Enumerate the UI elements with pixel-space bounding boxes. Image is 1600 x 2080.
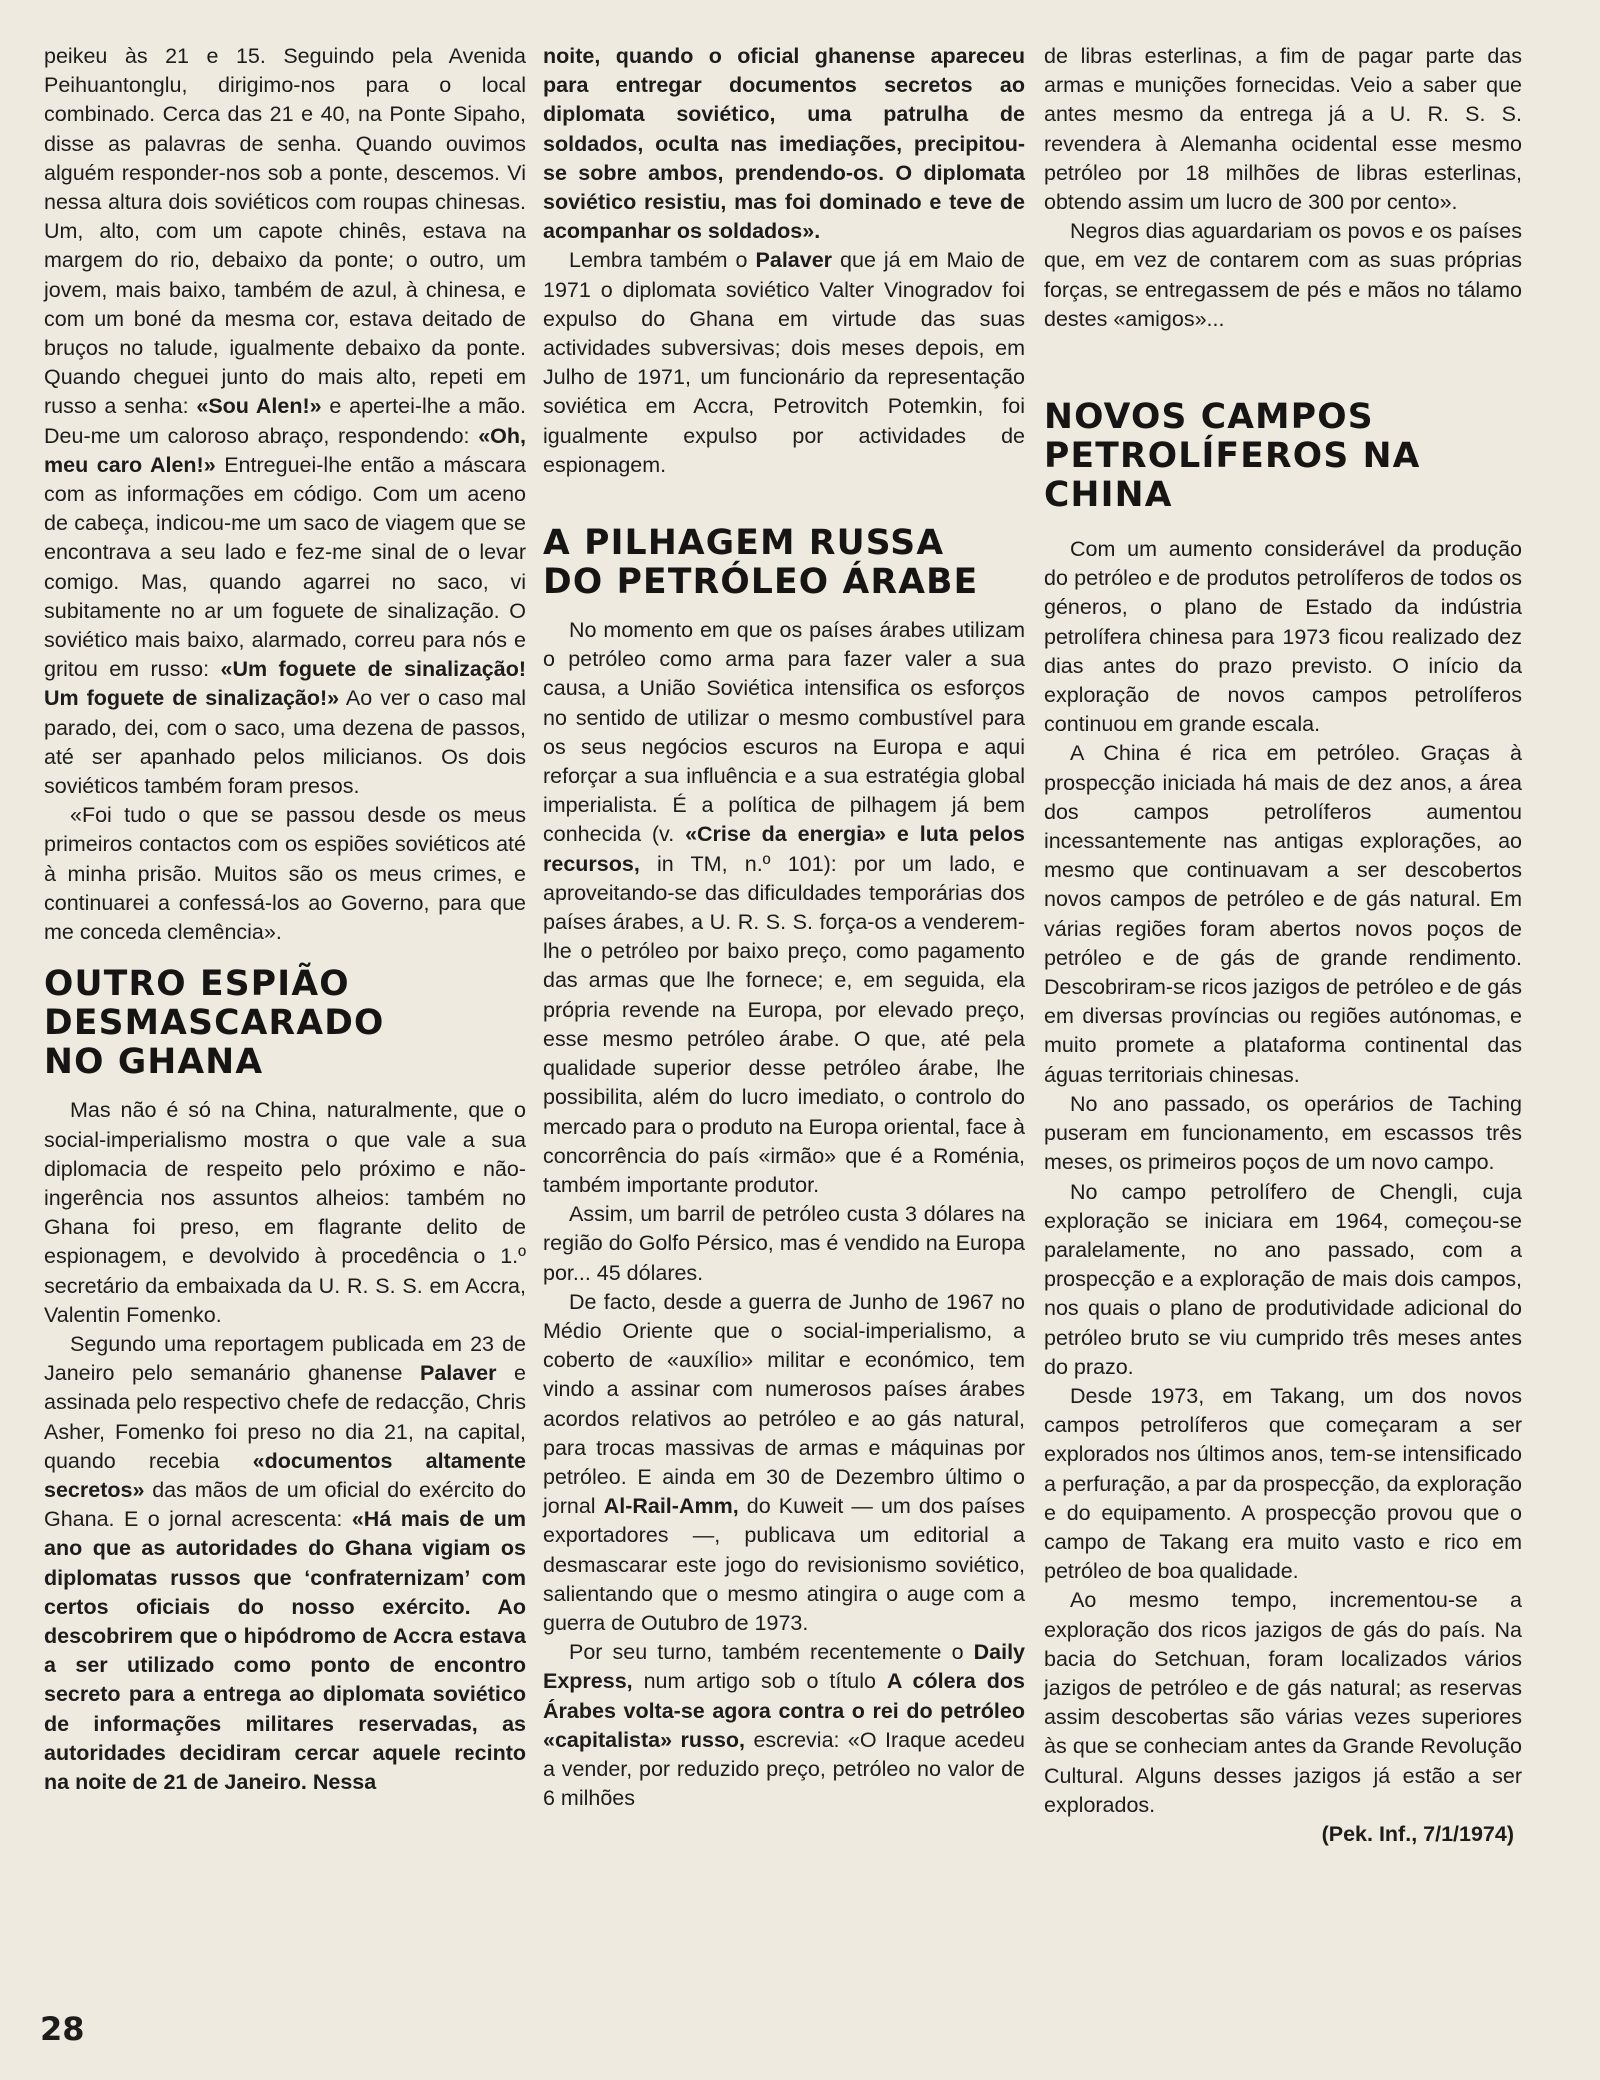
paragraph: Lembra também o Palaver que já em Maio de 1971 o diplomata soviético Valter Vinogradov foi expulso do Ghana em virtude das suas actividades subversivas; dois meses depois, em Julho de 1971, um funcionário da representação soviética em Accra, Petrovitch Potemkin, foi igualmente expulso por actividades de espionagem.: [543, 248, 1025, 477]
section-heading-ghana: OUTRO ESPIÃO DESMASCARADO NO GHANA: [44, 964, 385, 1083]
paragraph: Por seu turno, também recentemente o Daily Express, num artigo sob o título A cólera dos Árabes volta-se agora contra o rei do petróleo «capitalista» russo, escrevia: «O Iraque acedeu a vender, por reduzido preço, petróleo no valor de 6 milhões: [543, 1640, 1025, 1811]
column-1: [44, 42, 526, 1797]
paragraph: noite, quando o oficial ghanense apareceu para entregar documentos secretos ao diplomata soviético, uma patrulha de soldados, oculta nas imediações, precipitou-se sobre ambos, prendendo-os. O diplomata soviético resistiu, mas foi dominado e teve de acompanhar os soldados».: [543, 44, 1025, 244]
paragraph: De facto, desde a guerra de Junho de 1967 no Médio Oriente que o social-imperialismo, a coberto de «auxílio» militar e económico, tem vindo a assinar com numerosos países árabes acordos relativos ao petróleo e ao gás natural, para trocas massivas de armas e máquinas por petróleo. E ainda em 30 de Dezembro último o jornal Al-Rail-Amm, do Kuweit — um dos países exportadores —, publicava um editorial a desmascarar este jogo do revisionismo soviético, salientando que o mesmo atingira o auge com a guerra de Outubro de 1973.: [543, 1289, 1025, 1635]
paragraph: «Foi tudo o que se passou desde os meus primeiros contactos com os espiões soviéticos até à minha prisão. Muitos são os meus crimes, e continuarei a confessá-los ao Governo, para que me conceda clemência».: [44, 803, 526, 945]
paragraph: No campo petrolífero de Chengli, cuja exploração se iniciara em 1964, começou-se paralelamente, no ano passado, com a prospecção e a exploração de mais dois campos, nos quais o plano de produtividade adicional do petróleo bruto se viu cumprido três meses antes do prazo.: [1044, 1179, 1522, 1379]
paragraph: de libras esterlinas, a fim de pagar parte das armas e munições fornecidas. Veio a saber que antes mesmo da entrega já a U. R. S. S. revendera à Alemanha ocidental esse mesmo petróleo por 18 milhões de libras esterlinas, obtendo assim um lucro de 300 por cento».: [1044, 44, 1522, 215]
page-number: 28: [40, 2010, 85, 2048]
paragraph: No momento em que os países árabes utilizam o petróleo como arma para fazer valer a sua causa, a União Soviética intensifica os esforços no sentido de utilizar o mesmo combustível para os seus negócios escuros na Europa e aqui reforçar a sua influência e a sua estratégia global imperialista. É a política de pilhagem já bem conhecida (v. «Crise da energia» e luta pelos recursos, in TM, n.º 101): por um lado, e aproveitando-se das dificuldades temporárias dos países árabes, a U. R. S. S. força-os a venderem-lhe o petróleo por baixo preço, como pagamento das armas que lhe fornece; e, em seguida, ela própria revende na Europa, por elevado preço, esse mesmo petróleo árabe. O que, até pela qualidade superior desse petróleo árabe, lhe possibilita, além do lucro imediato, o controlo do mercado para o produto na Europa oriental, face à concorrência do país «irmão» que é a Roménia, também importante produtor.: [543, 618, 1026, 1197]
source-credit: (Pek. Inf., 7/1/1974): [1321, 1821, 1514, 1846]
paragraph: peikeu às 21 e 15. Seguindo pela Avenida Peihuantonglu, dirigimo-nos para o local combinado. Cerca das 21 e 40, na Ponte Sipaho, disse as palavras de senha. Quando ouvimos alguém responder-nos sob a ponte, descemos. Vi nessa altura dois soviéticos com roupas chinesas. Um, alto, com um capote chinês, estava na margem do rio, debaixo da ponte; o outro, um jovem, mais baixo, também de azul, à chinesa, e com um boné da mesma cor, estava deitado de bruços no talude, igualmente debaixo da ponte. Quando cheguei junto do mais alto, repeti em russo a senha: «Sou Alen!» e apertei-lhe a mão. Deu-me um caloroso abraço, respondendo: «Oh, meu caro Alen!» Entreguei-lhe então a máscara com as informações em código. Com um aceno de cabeça, indicou-me um saco de viagem que se encontrava a seu lado e fez-me sinal de o levar comigo. Mas, quando agarrei no saco, vi subitamente no ar um foguete de sinalização. O soviético mais baixo, alarmado, correu para nós e gritou em russo: «Um foguete de sinalização! Um foguete de sinalização!» Ao ver o caso mal parado, dei, com o saco, uma dezena de passos, até ser apanhado pelos milicianos. Os dois soviéticos também foram presos.: [44, 44, 526, 799]
paragraph: Com um aumento considerável da produção do petróleo e de produtos petrolíferos de todos os géneros, o plano de Estado da indústria petrolífera chinesa para 1973 ficou realizado dez dias antes do prazo previsto. O início da exploração de novos campos petrolíferos continuou em grande escala.: [1044, 537, 1522, 737]
paragraph: Mas não é só na China, naturalmente, que o social-imperialismo mostra o que vale a sua diplomacia de respeito pelo próximo e não-ingerência nos assuntos alheios: também no Ghana foi preso, em flagrante delito de espionagem, e devolvido à procedência o 1.º secretário da embaixada da U. R. S. S. em Accra, Valentin Fomenko.: [44, 1098, 526, 1327]
paragraph: Negros dias aguardariam os povos e os países que, em vez de contarem com as suas próprias forças, se entregassem de pés e mãos no tálamo destes «amigos»...: [1044, 219, 1522, 331]
paragraph: No ano passado, os operários de Taching puseram em funcionamento, em escassos três meses, os primeiros poços de um novo campo.: [1044, 1091, 1522, 1175]
paragraph: Segundo uma reportagem publicada em 23 de Janeiro pelo semanário ghanense Palaver e assinada pelo respectivo chefe de redacção, Chris Asher, Fomenko foi preso no dia 21, na capital, quando recebia «documentos altamente secretos» das mãos de um oficial do exército do Ghana. E o jornal acrescenta: «Há mais de um ano que as autoridades do Ghana vigiam os diplomatas russos que ‘confraternizam’ com certos oficiais do nosso exército. Ao descobrirem que o hipódromo de Accra estava a ser utilizado como ponto de encontro secreto para a entrega ao diplomata soviético de informações militares reservadas, as autoridades decidiram cercar aquele recinto na noite de 21 de Janeiro. Nessa: [44, 1331, 526, 1794]
paragraph: A China é rica em petróleo. Graças à prospecção iniciada há mais de dez anos, a área dos campos petrolíferos aumentou incessantemente nas antigas explorações, ao mesmo que continuavam a ser descobertos novos campos de petróleo e de gás natural. Em várias regiões foram abertos novos poços de petróleo e de gás de grande rendimento. Descobriram-se ricos jazigos de petróleo e de gás em diversas províncias ou regiões autónomas, e muito promete a plataforma continental das águas territoriais chinesas.: [1044, 741, 1523, 1087]
section-heading-china: NOVOS CAMPOS PETROLÍFEROS NA CHINA: [1044, 397, 1421, 516]
paragraph: Assim, um barril de petróleo custa 3 dólares na região do Golfo Pérsico, mas é vendido na Europa por... 45 dólares.: [543, 1202, 1025, 1285]
paragraph: Desde 1973, em Takang, um dos novos campos petrolíferos que começaram a ser explorados nos últimos anos, tem-se intensificado a perfuração, a par da prospecção, da exploração e do equipamento. A prospecção provou que o campo de Takang era muito vasto e rico em petróleo de boa qualidade.: [1044, 1383, 1522, 1584]
paragraph: Ao mesmo tempo, incrementou-se a exploração dos ricos jazigos de gás do país. Na bacia do Setchuan, foram localizados vários jazigos de petróleo e de gás natural; as reservas assim descobertas são várias vezes superiores às que se conheciam antes da Grande Revolução Cultural. Alguns desses jazigos já estão a ser explorados.: [1044, 1588, 1522, 1817]
column-2: [543, 42, 1025, 1813]
section-heading-pilhagem: A PILHAGEM RUSSA DO PETRÓLEO ÁRABE: [543, 523, 979, 603]
column-3: [1044, 42, 1522, 1849]
